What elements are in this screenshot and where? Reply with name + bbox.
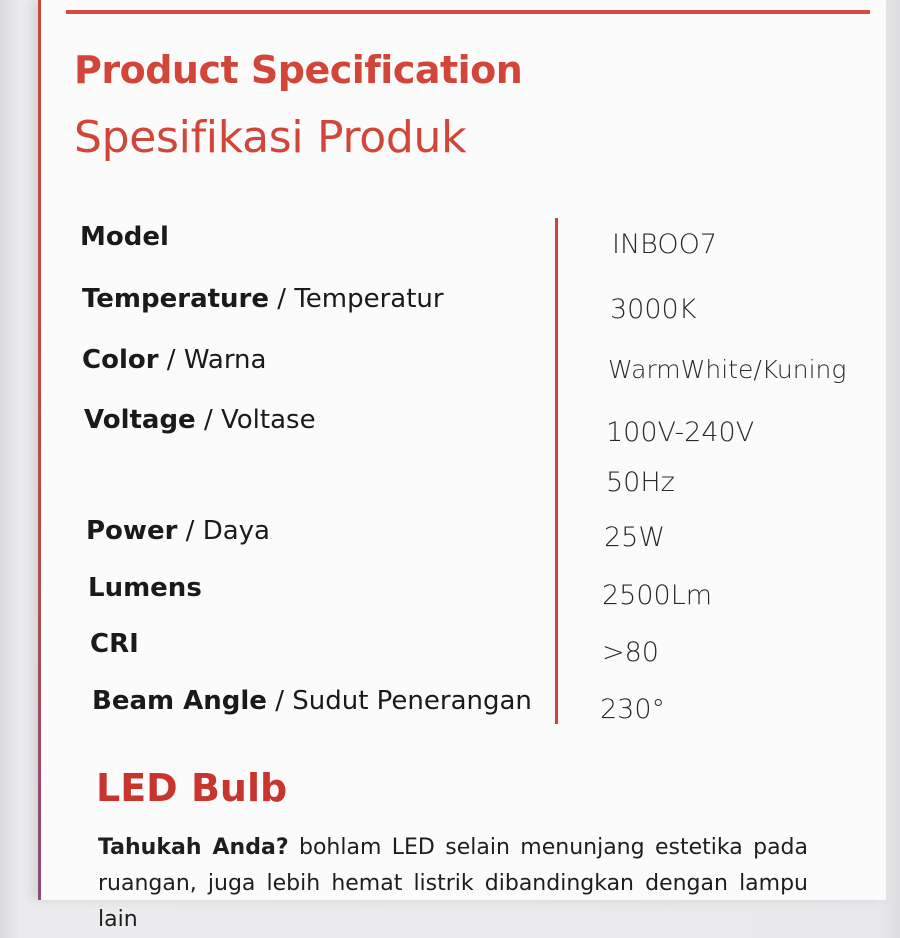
spec-label-lumens: Lumens <box>88 573 202 603</box>
description-paragraph <box>98 830 808 938</box>
spec-label-beam-angle: Beam Angle / Sudut Penerangan <box>92 686 532 716</box>
spec-value-cri: >80 <box>602 637 659 668</box>
box-left-edge <box>38 0 41 900</box>
spec-label-color: Color / Warna <box>82 345 267 375</box>
description-lead: Tahukah Anda? <box>98 835 289 860</box>
spec-value-lumens: 2500Lm <box>602 580 713 611</box>
spec-column-divider <box>555 218 558 724</box>
spec-value-model: INBOO7 <box>612 229 718 260</box>
spec-label-power: Power / Daya <box>86 516 270 546</box>
spec-value-beam-angle: 230° <box>600 694 666 725</box>
spec-value-voltage: 100V-240V <box>606 417 755 448</box>
top-rule-line <box>66 10 870 14</box>
spec-label-temperature: Temperature / Temperatur <box>82 284 444 314</box>
title-english: Product Specification <box>74 48 523 92</box>
description-body: bohlam LED selain menunjang estetika pada ruangan, juga lebih hemat listrik dibandingkan dengan lampu lain <box>98 835 808 932</box>
spec-value-temperature: 3000K <box>610 294 697 325</box>
title-indonesian: Spesifikasi Produk <box>74 112 467 163</box>
spec-label-model: Model <box>80 222 169 252</box>
spec-label-cri: CRI <box>90 629 139 659</box>
spec-value-color: WarmWhite/Kuning <box>608 355 847 384</box>
spec-value-frequency: 50Hz <box>606 467 675 498</box>
spec-label-voltage: Voltage / Voltase <box>84 405 316 435</box>
section-title-led-bulb: LED Bulb <box>96 766 288 810</box>
spec-value-power: 25W <box>604 522 666 553</box>
